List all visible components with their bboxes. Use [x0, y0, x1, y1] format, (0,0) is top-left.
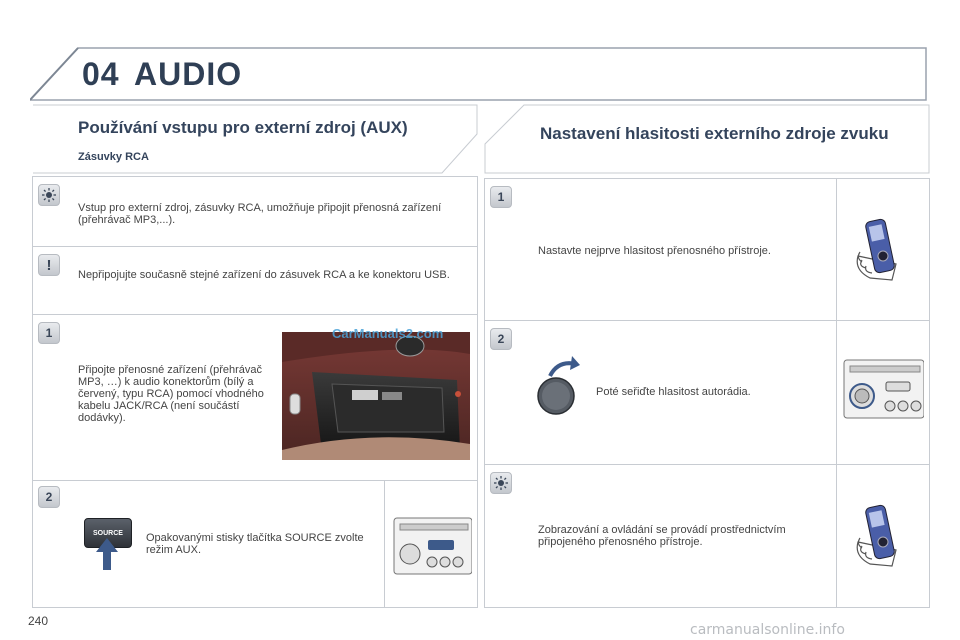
step-badge-1: 1 [38, 322, 60, 344]
left-title-frame [32, 104, 478, 174]
radio-panel-illustration [842, 358, 924, 420]
warning-badge [38, 254, 60, 276]
info-badge [490, 472, 512, 494]
row-divider [32, 480, 478, 481]
left-row-1-text: Vstup pro externí zdroj, zásuvky RCA, umožňuje připojit přenosná zařízení (přehrávač MP3,...). [78, 202, 442, 226]
glovebox-photo [282, 332, 470, 460]
warning-icon: ! [46, 256, 52, 274]
column-divider [836, 178, 837, 608]
info-badge [38, 184, 60, 206]
arrow-up-icon [94, 536, 120, 572]
row-divider [32, 246, 478, 247]
row-divider [32, 314, 478, 315]
left-row-3-text: Připojte přenosné zařízení (přehrávač MP3, …) k audio konektorům (bílý a červený, typu RCA) pomocí vhodného kabelu JACK/RCA (není součástí dodávky). [78, 364, 264, 424]
portable-player-icon [852, 216, 908, 282]
left-row-4-text: Opakovanými stisky tlačítka SOURCE zvolte režim AUX. [146, 532, 364, 556]
page-number: 240 [28, 614, 49, 628]
right-row-1-text: Nastavte nejprve hlasitost přenosného přístroje. [538, 245, 771, 257]
step-badge-1: 1 [490, 186, 512, 208]
step-badge-2: 2 [38, 486, 60, 508]
left-section-title: Používání vstupu pro externí zdroj (AUX) [78, 118, 408, 137]
row-divider [484, 320, 930, 321]
chapter-header [30, 46, 928, 102]
watermark-bottom: carmanualsonline.info [690, 622, 845, 638]
radio-panel-illustration [392, 514, 472, 576]
step-badge-2: 2 [490, 328, 512, 350]
watermark-top: CarManuals2.com [332, 326, 444, 341]
right-row-2-text: Poté seřiďte hlasitost autorádia. [596, 386, 751, 398]
glovebox-illustration [282, 332, 470, 460]
info-icon [41, 187, 57, 203]
row-divider [484, 464, 930, 465]
left-section-subtitle: Zásuvky RCA [78, 151, 149, 163]
source-button-label: SOURCE [93, 529, 123, 537]
chapter-number: 04 [82, 56, 120, 92]
portable-player-icon [852, 502, 908, 568]
info-icon [493, 475, 509, 491]
chapter-title: AUDIO [134, 56, 243, 92]
volume-knob-icon[interactable] [536, 354, 580, 420]
right-section-title: Nastavení hlasitosti externího zdroje zvuku [540, 124, 889, 143]
column-divider [384, 480, 385, 608]
left-row-2-text: Nepřipojujte současně stejné zařízení do zásuvek RCA a ke konektoru USB. [78, 269, 450, 281]
right-row-3-text: Zobrazování a ovládání se provádí prostřednictvím připojeného přenosného přístroje. [538, 524, 786, 548]
